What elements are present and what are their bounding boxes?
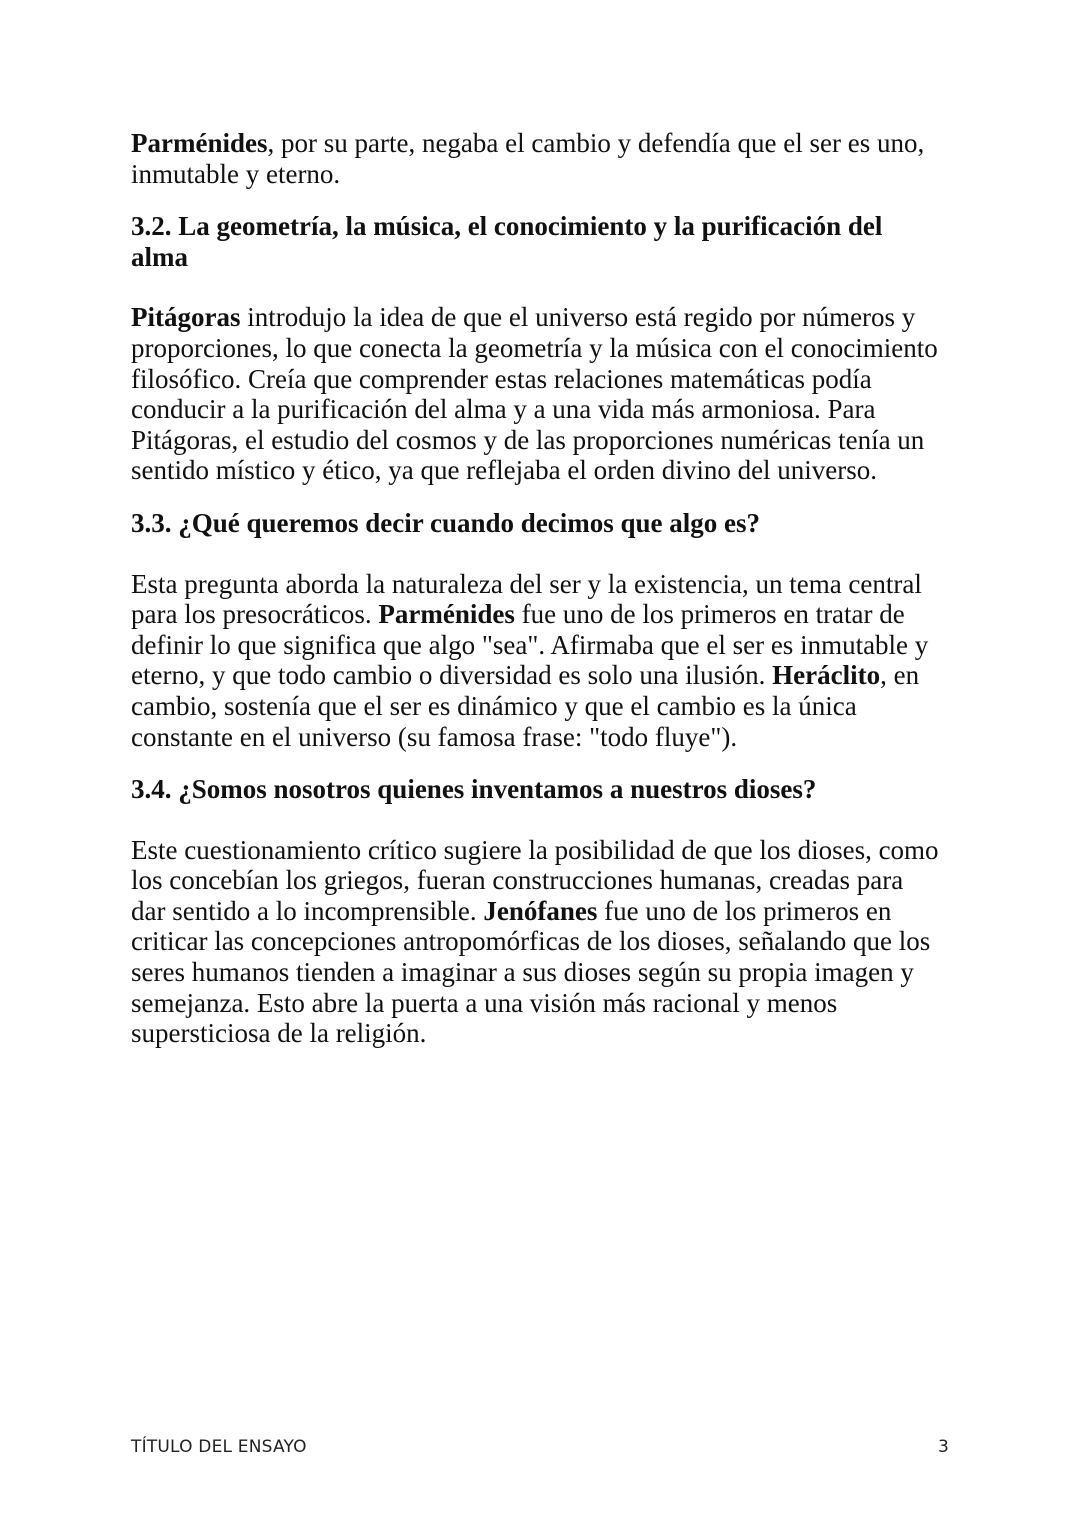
text-line: supersticiosa de la religión. (131, 1018, 427, 1049)
text-line: para los presocráticos. Parménides fue uno de los primeros en tratar de (131, 599, 905, 630)
bold-name: Jenófanes (483, 895, 598, 926)
section-paragraph (131, 835, 961, 1049)
text-line: sentido místico y ético, ya que reflejaba el orden divino del universo. (131, 455, 878, 486)
section (131, 211, 961, 486)
document-body (131, 128, 961, 1049)
footer-title: TÍTULO DEL ENSAYO (131, 1437, 307, 1457)
text-line: criticar las concepciones antropomórficas de los dioses, señalando que los (131, 926, 931, 957)
section-paragraph (131, 302, 961, 486)
text-line: Pitágoras, el estudio del cosmos y de las proporciones numéricas tenía un (131, 424, 925, 455)
text-line: proporciones, lo que conecta la geometría y la música con el conocimiento (131, 332, 938, 363)
section-heading (131, 508, 961, 539)
text-line: definir lo que significa que algo "sea". Afirmaba que el ser es inmutable y (131, 629, 929, 660)
text-line: Parménides, por su parte, negaba el cambio y defendía que el ser es uno, (131, 128, 925, 158)
section (131, 774, 961, 1049)
sections-container (131, 211, 961, 1049)
section-heading (131, 774, 961, 805)
bold-name: Parménides (131, 128, 268, 158)
heading-line: 3.2. La geometría, la música, el conocimiento y la purificación del (131, 211, 883, 242)
section (131, 508, 961, 752)
text-line: Pitágoras introdujo la idea de que el universo está regido por números y (131, 302, 916, 333)
text-line: cambio, sostenía que el ser es dinámico y que el cambio es la única (131, 690, 857, 721)
text-line: eterno, y que todo cambio o diversidad es solo una ilusión. Heráclito, en (131, 660, 920, 691)
page-number: 3 (938, 1437, 949, 1457)
text-line: los concebían los griegos, fueran construcciones humanas, creadas para (131, 865, 904, 896)
section-heading (131, 211, 961, 272)
text-line: inmutable y eterno. (131, 158, 341, 189)
text-line: constante en el universo (su famosa frase: "todo fluye"). (131, 721, 738, 752)
bold-name: Parménides (378, 599, 515, 630)
text-line: semejanza. Esto abre la puerta a una visión más racional y menos (131, 987, 838, 1018)
text-line: Esta pregunta aborda la naturaleza del ser y la existencia, un tema central (131, 568, 922, 599)
bold-name: Heráclito (772, 660, 881, 691)
text-line: filosófico. Creía que comprender estas relaciones matemáticas podía (131, 363, 872, 394)
heading-line: 3.4. ¿Somos nosotros quienes inventamos a nuestros dioses? (131, 774, 817, 805)
text-line: conducir a la purificación del alma y a una vida más armoniosa. Para (131, 394, 876, 425)
text-line: dar sentido a lo incomprensible. Jenófanes fue uno de los primeros en (131, 895, 892, 926)
heading-line: alma (131, 241, 188, 272)
heading-line: 3.3. ¿Qué queremos decir cuando decimos que algo es? (131, 507, 761, 538)
intro-paragraph (131, 128, 961, 189)
section-paragraph (131, 569, 961, 753)
text-line: Este cuestionamiento crítico sugiere la posibilidad de que los dioses, como (131, 834, 939, 865)
text-line: seres humanos tienden a imaginar a sus dioses según su propia imagen y (131, 957, 914, 988)
bold-name: Pitágoras (131, 302, 241, 333)
